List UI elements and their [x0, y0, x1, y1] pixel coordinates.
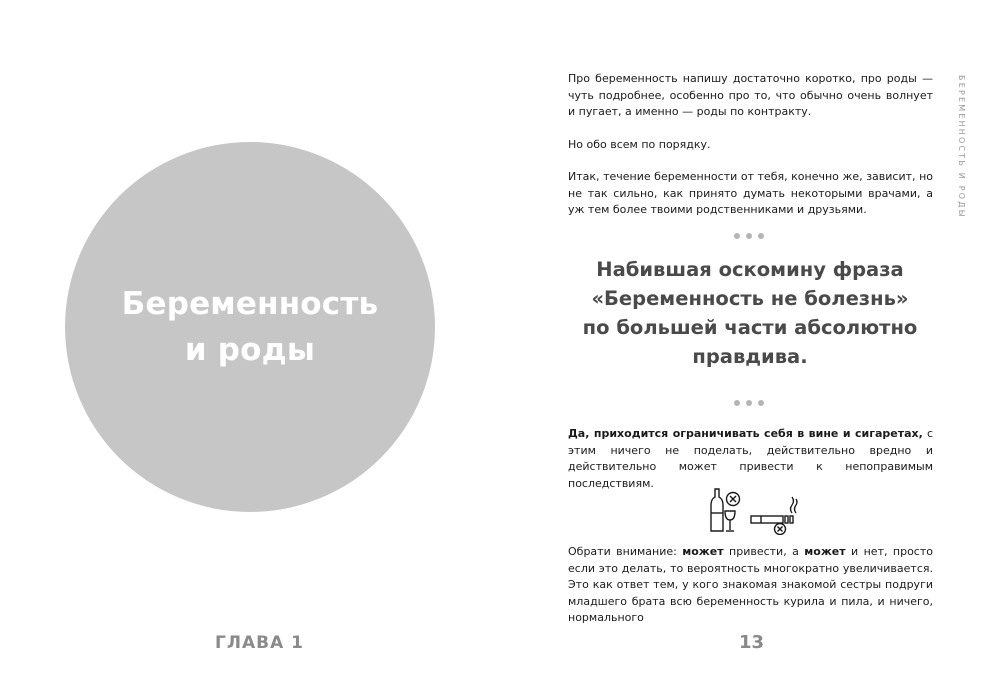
divider-dots-top: [734, 233, 764, 239]
warning-bold: Да, приходится ограничивать себя в вине и сигаретах,: [568, 427, 923, 440]
running-head-text: БЕРЕМЕННОСТЬ И РОДЫ: [957, 75, 966, 219]
no-smoking-icon: [751, 497, 797, 535]
running-head: [956, 75, 968, 219]
page-number: 13: [739, 632, 765, 653]
note-bold-2: может: [804, 545, 846, 558]
pull-quote: [580, 255, 920, 371]
chapter-circle: [65, 142, 435, 512]
right-page: [500, 0, 1000, 689]
note-text-2: привести, а: [723, 545, 805, 558]
intro-paragraph-3: Итак, течение беременности от тебя, конечно же, зависит, но не так сильно, как принято думать некоторыми врачами, а уж тем более твоими родственниками и друзьями.: [568, 170, 933, 216]
no-wine-icon: [711, 489, 740, 531]
intro-paragraph-1: Про беременность напишу достаточно коротко, про роды — чуть подробнее, особенно про то, что обычно очень волнует и пугает, а именно — роды по контракту.: [568, 72, 933, 118]
intro-text: [568, 71, 933, 219]
warning-text: с этим ничего не поделать, действительно вредно и действительно может привести к непоправимым последствиям.: [568, 427, 934, 490]
divider-dots-bottom: [734, 400, 764, 406]
note-bold-1: может: [682, 545, 724, 558]
intro-paragraph-2: Но обо всем по порядку.: [568, 137, 711, 151]
note-paragraph: [568, 544, 933, 627]
pull-quote-line-3: по большей части абсолютно: [582, 316, 918, 339]
pull-quote-line-4: правдива.: [692, 345, 808, 368]
pull-quote-line-2: «Беременность не болезнь»: [591, 287, 909, 310]
chapter-title: [122, 281, 379, 373]
chapter-title-line-1: Беременность: [121, 286, 379, 322]
chapter-title-line-2: и роды: [184, 332, 316, 368]
warning-paragraph: [568, 426, 933, 492]
chapter-label: ГЛАВА 1: [215, 633, 304, 653]
pull-quote-line-1: Набившая оскомину фраза: [596, 258, 904, 281]
prohibition-icons: [707, 487, 802, 535]
note-text-1: Обрати внимание:: [568, 545, 683, 558]
note-text-3: и нет, просто если это делать, то вероятность многократно увеличивается. Это как ответ тем, у кого знакомая знакомой сестры подруги младшего брата всю беременность курила и пила, и ничего, нормального: [568, 545, 933, 624]
